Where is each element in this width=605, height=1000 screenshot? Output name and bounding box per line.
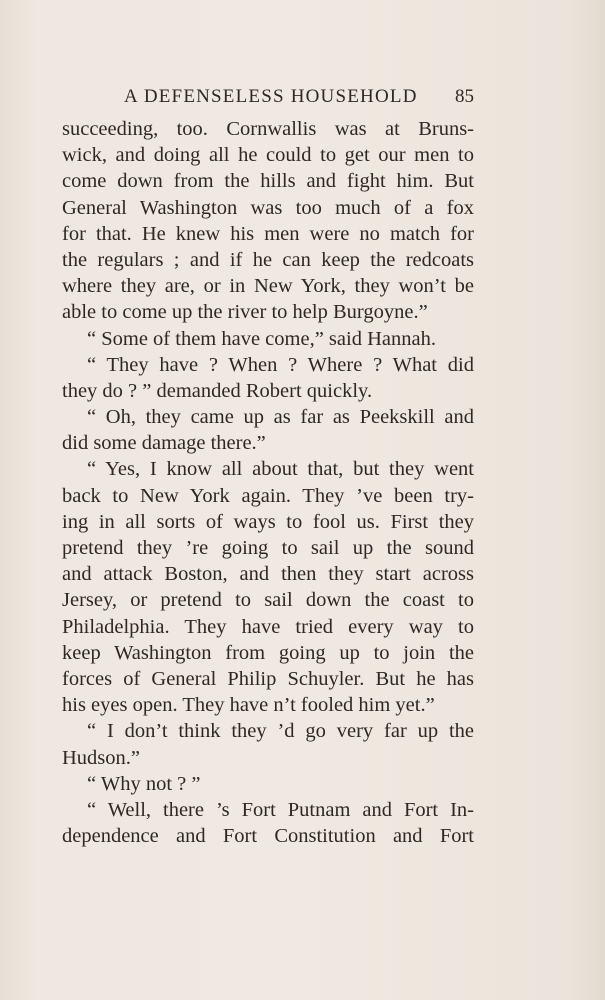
text-line: Philadelphia. They have tried every way to: [62, 615, 474, 638]
text-line: “ They have ? When ? Where ? What did: [87, 353, 474, 376]
text-line: General Washington was too much of a fox: [62, 196, 474, 219]
text-line: wick, and doing all he could to get our men to: [62, 144, 474, 167]
page-header: [62, 86, 474, 112]
text-line: the regulars ; and if he can keep the redcoats: [62, 248, 474, 271]
text-line: they do ? ” demanded Robert quickly.: [62, 379, 373, 402]
text-line: did some damage there.”: [62, 432, 266, 455]
text-line: back to New York again. They ’ve been try-: [62, 484, 474, 507]
text-line: ing in all sorts of ways to fool us. First they: [62, 510, 474, 533]
text-line: forces of General Philip Schuyler. But he has: [62, 667, 474, 690]
text-line: “ Why not ? ”: [87, 772, 201, 795]
text-line: where they are, or in New York, they won’t be: [62, 275, 474, 298]
text-line: succeeding, too. Cornwallis was at Bruns-: [62, 118, 474, 140]
text-line: keep Washington from going up to join the: [62, 641, 474, 664]
text-line: able to come up the river to help Burgoyne.”: [62, 301, 428, 324]
text-line: and attack Boston, and then they start across: [62, 563, 474, 586]
text-line: “ Oh, they came up as far as Peekskill and: [87, 406, 474, 429]
text-line: “ I don’t think they ’d go very far up the: [87, 720, 474, 743]
text-line: “ Some of them have come,” said Hannah.: [87, 327, 436, 350]
page-number: 85: [455, 86, 474, 107]
text-line: pretend they ’re going to sail up the sound: [62, 537, 474, 559]
text-line: his eyes open. They have n’t fooled him yet.”: [62, 694, 435, 717]
text-line: Jersey, or pretend to sail down the coast to: [62, 589, 474, 612]
running-title: A DEFENSELESS HOUSEHOLD: [124, 86, 418, 107]
text-line: dependence and Fort Constitution and Fort: [62, 825, 474, 848]
text-line: “ Well, there ’s Fort Putnam and Fort In-: [87, 798, 474, 821]
text-line: come down from the hills and fight him. But: [62, 170, 474, 193]
text-line: “ Yes, I know all about that, but they went: [87, 458, 474, 481]
body-text: [62, 116, 474, 849]
text-line: Hudson.”: [62, 746, 141, 769]
text-line: for that. He knew his men were no match for: [62, 222, 474, 245]
